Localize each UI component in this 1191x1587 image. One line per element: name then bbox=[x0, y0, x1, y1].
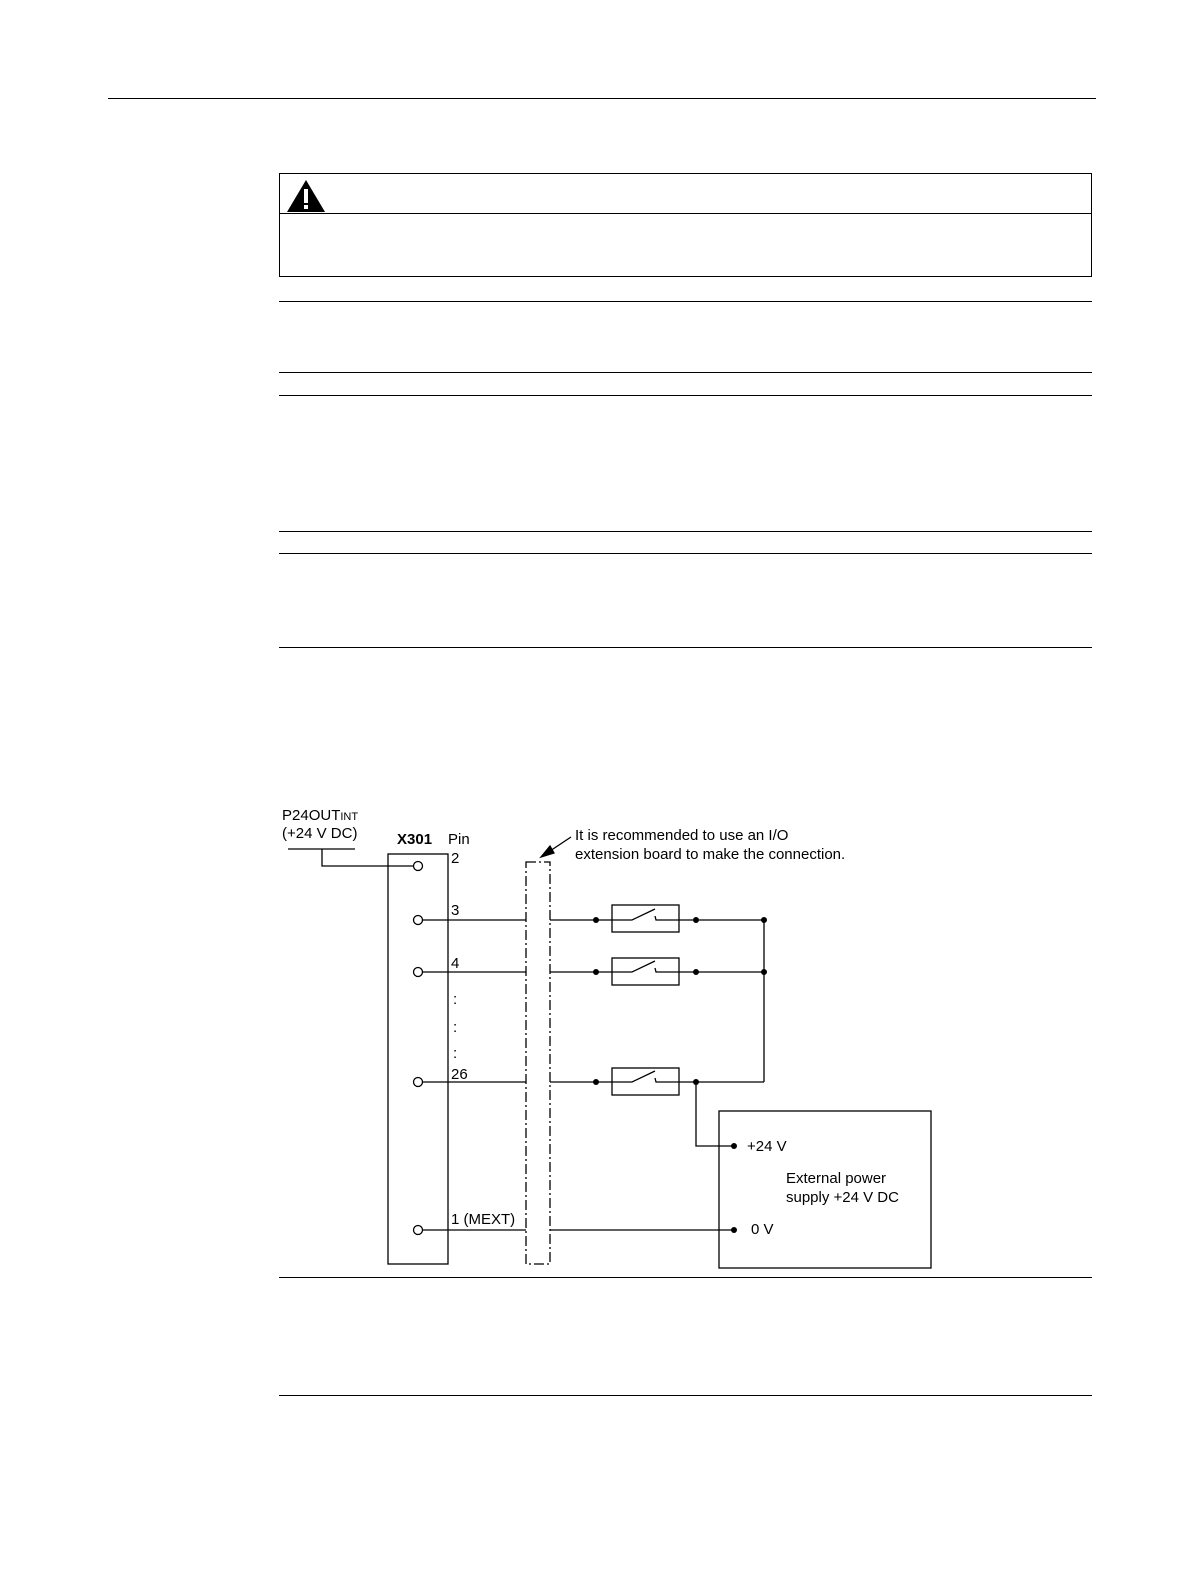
callout-line-2: extension board to make the connection. bbox=[575, 846, 846, 863]
ellipsis-1: : bbox=[453, 991, 458, 1008]
ps-zero-label: 0 V bbox=[751, 1221, 774, 1238]
supply-label: P24OUTINT bbox=[282, 807, 359, 824]
pin-label-1: 1 (MEXT) bbox=[451, 1211, 516, 1228]
terminal-pin-3 bbox=[414, 916, 423, 925]
ellipsis-3: : bbox=[453, 1045, 458, 1062]
terminal-pin-2 bbox=[414, 862, 423, 871]
pin-label-2: 2 bbox=[451, 850, 460, 867]
pin-header: Pin bbox=[448, 831, 470, 848]
ps-title-line-1: External power bbox=[786, 1170, 887, 1187]
io-extension-board bbox=[526, 862, 550, 1264]
switch-contact-4 bbox=[612, 961, 655, 972]
arrow-head-icon bbox=[541, 846, 554, 857]
ps-plus-label: +24 V bbox=[747, 1138, 787, 1155]
pin-label-26: 26 bbox=[451, 1066, 468, 1083]
wire-plus24 bbox=[696, 1082, 734, 1146]
terminal-pin-26 bbox=[414, 1078, 423, 1087]
supply-voltage-label: (+24 V DC) bbox=[282, 825, 358, 842]
terminal-pin-1 bbox=[414, 1226, 423, 1235]
supply-wire bbox=[322, 849, 413, 866]
connector-label: X301 bbox=[397, 831, 433, 848]
pin-label-3: 3 bbox=[451, 902, 460, 919]
ps-title-line-2: supply +24 V DC bbox=[786, 1189, 899, 1206]
switch-contact-3 bbox=[612, 909, 655, 920]
pin-label-4: 4 bbox=[451, 955, 460, 972]
switch-contact-26 bbox=[612, 1071, 655, 1082]
switch-box-3 bbox=[612, 905, 679, 932]
terminal-pin-4 bbox=[414, 968, 423, 977]
callout-line-1: It is recommended to use an I/O bbox=[575, 827, 789, 844]
ellipsis-2: : bbox=[453, 1019, 458, 1036]
